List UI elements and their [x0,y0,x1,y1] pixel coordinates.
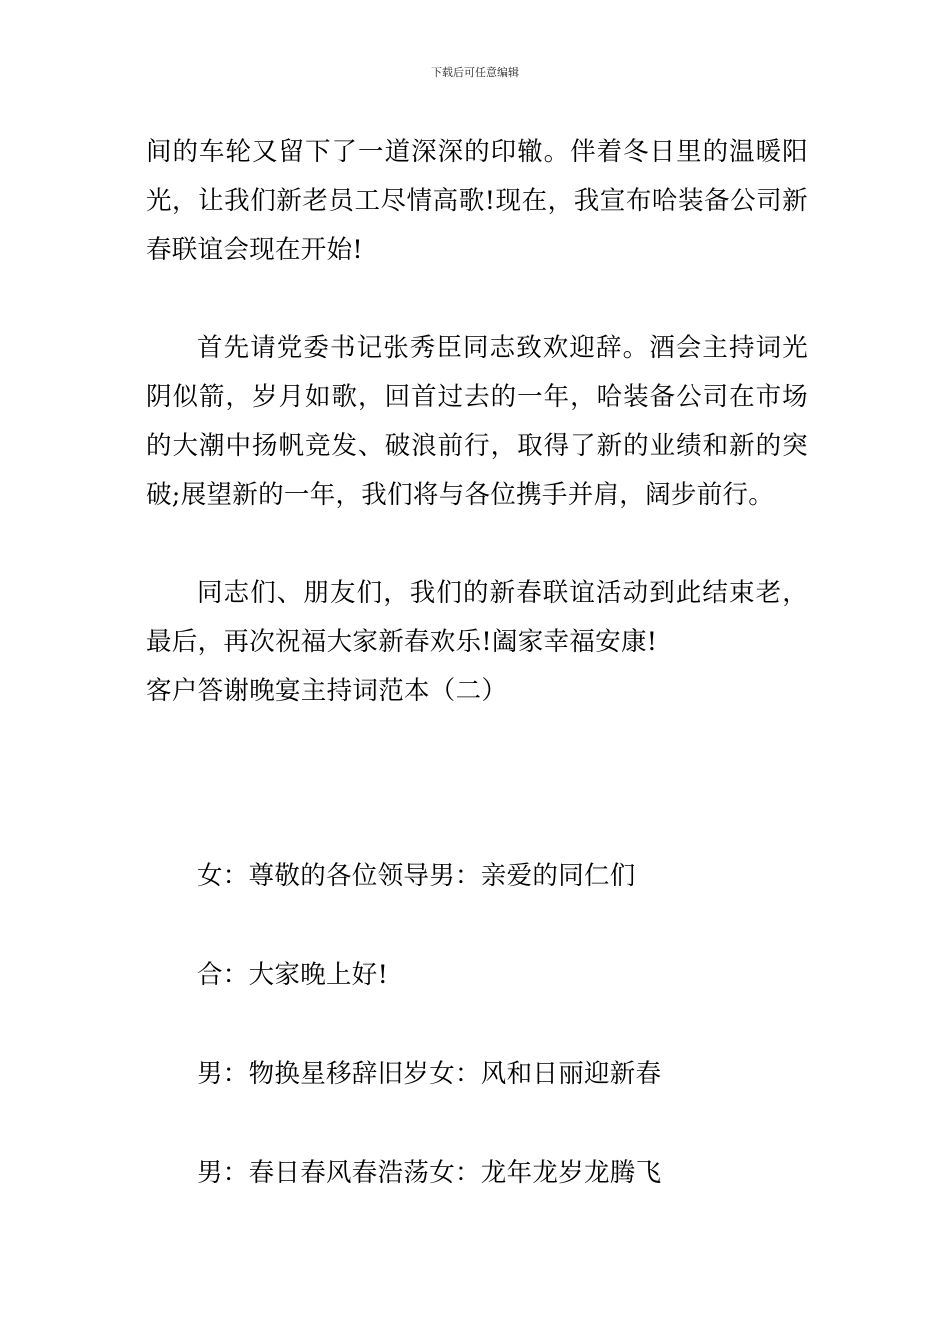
dialog-spacer [146,901,808,951]
page-header: 下载后可任意编辑 [431,66,519,79]
dialog-line-1: 女：尊敬的各位领导男：亲爱的同仁们 [197,861,636,891]
dialog-spacer [146,1000,808,1050]
dialog-line-3: 男：物换星移辞旧岁女：风和日丽迎新春 [197,1059,662,1089]
section-title: 客户答谢晚宴主持词范本（二） [146,676,508,706]
dialog-line-2: 合：大家晚上好! [197,960,389,990]
paragraph-opening: 间的车轮又留下了一道深深的印辙。伴着冬日里的温暖阳光，让我们新老员工尽情高歌!现在，我宣布哈装备公司新春联谊会现在开始! [146,137,808,265]
section-spacer [146,716,808,852]
dialog-spacer [146,1099,808,1149]
paragraph-welcome: 首先请党委书记张秀臣同志致欢迎辞。酒会主持词光阴似箭，岁月如歌，回首过去的一年，哈装备公司在市场的大潮中扬帆竞发、破浪前行，取得了新的业绩和新的突破;展望新的一年，我们将与各位携手并肩，阔步前行。 [146,333,808,510]
document-body [146,128,808,1198]
paragraph-closing: 同志们、朋友们，我们的新春联谊活动到此结束老，最后，再次祝福大家新春欢乐!阖家幸福安康! [146,578,808,657]
dialog-line-4: 男：春日春风春浩荡女：龙年龙岁龙腾飞 [197,1158,662,1188]
